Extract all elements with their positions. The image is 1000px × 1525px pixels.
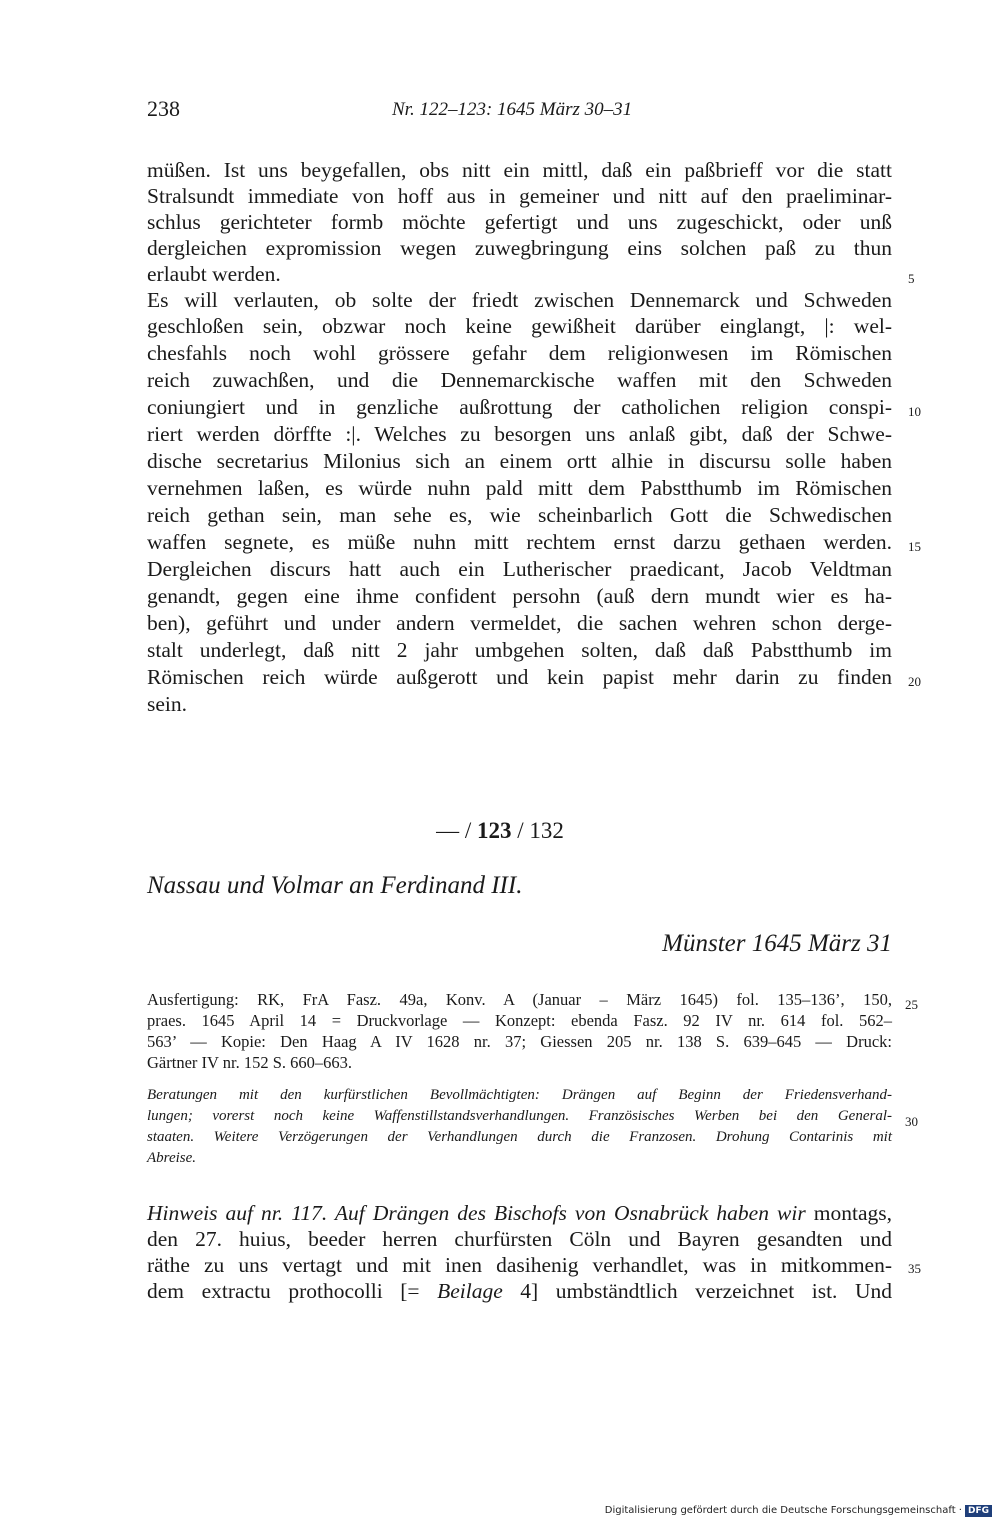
line-number: 30 [905,1114,918,1129]
line-number: 5 [908,271,915,286]
text-line [147,1278,892,1304]
source-line: Ausfertigung: RK, FrA Fasz. 49a, Konv. A (Januar – März 1645) fol. 135–136’, 150, [147,990,892,1009]
source-line: praes. 1645 April 14 = Druckvorlage — Konzept: ebenda Fasz. 92 IV nr. 614 fol. 562– [147,1011,892,1030]
footer-text: Digitalisierung gefördert durch die Deutsche Forschungsgemeinschaft · [604,1505,962,1516]
regest-line: lungen; vorerst noch keine Waffenstillstandsverhandlungen. Französisches Werben bei den General- [147,1108,892,1124]
text-line: riert werden dörffte :|. Welches zu besorgen uns anlaß gibt, daß der Schwe- [147,422,892,446]
text-line: Römischen reich würde außgerott und kein papist mehr darin zu finden [147,665,892,689]
text-line: ben), geführt und under andern vermeldet, die sachen wehren schon derge- [147,611,892,635]
source-line: 563’ — Kopie: Den Haag A IV 1628 nr. 37; Giessen 205 nr. 138 S. 639–645 — Druck: [147,1032,892,1051]
text-line: dergleichen expromission wegen zuwegbringung eins solchen paß zu thun [147,236,892,260]
text-line: Es will verlauten, ob solte der friedt zwischen Dennemarck und Schweden [147,288,892,312]
dfg-logo: DFG [965,1505,992,1517]
line-number: 25 [905,997,918,1012]
text-line: reich zuwachßen, und die Dennemarckische waffen mit den Schweden [147,368,892,392]
text-line: geschloßen sein, obzwar noch keine gewißheit darüber einglangt, |: wel- [147,314,892,338]
text-run: 4] umbständtlich verzeichnet ist. Und [502,1279,892,1303]
text-italic: Beilage [437,1279,503,1303]
text-line [147,1200,892,1226]
text-line: sein. [147,692,188,716]
text-line: schlus gerichteter formb möchte gefertigt und uns zugeschickt, oder unß [147,210,892,234]
line-number: 20 [908,674,921,689]
doc-number-prefix: — / [436,818,472,843]
text-line: dische secretarius Milonius sich an einem ortt alhie in discursu solle haben [147,449,892,473]
text-line: erlaubt werden. [147,262,281,286]
text-line: reich gethan sein, man sehe es, wie scheinbarlich Gott die Schwedischen [147,503,892,527]
line-number: 10 [908,404,921,419]
regest-line: staaten. Weitere Verzögerungen der Verhandlungen durch die Franzosen. Drohung Contarinis mit [147,1129,892,1145]
text-line: chesfahls noch wohl grössere gefahr dem religionwesen im Römischen [147,341,892,365]
text-line: genandt, gegen eine ihme confident persohn (auß dern mundt wier es ha- [147,584,892,608]
doc-number-suffix: / 132 [517,818,564,843]
page-number: 238 [147,96,180,121]
line-number: 15 [908,539,921,554]
text-run: montags, [805,1201,893,1225]
text-line: vernehmen laßen, es würde nuhn pald mitt dem Pabstthumb im Römischen [147,476,892,500]
text-italic: Hinweis auf nr. 117. Auf Drängen des Bischofs von Osnabrück haben wir [147,1201,806,1225]
text-line: waffen segnete, es müße nuhn mitt rechtem ernst darzu gethaen werden. [147,530,892,554]
text-line: coniungiert und in genzliche außrottung der catholichen religion conspi- [147,395,892,419]
regest-line: Beratungen mit den kurfürstlichen Bevollmächtigten: Drängen auf Beginn der Friedensverhand- [147,1087,892,1103]
text-line: Stralsundt immediate von hoff aus in gemeiner und nitt auf den praeliminar- [147,184,892,208]
regest-line: Abreise. [147,1150,197,1166]
source-line: Gärtner IV nr. 152 S. 660–663. [147,1053,353,1072]
text-line: müßen. Ist uns beygefallen, obs nitt ein mittl, daß ein paßbrieff vor die statt [147,158,892,182]
document-number [0,818,1000,844]
line-number: 35 [908,1261,921,1276]
document-address: Nassau und Volmar an Ferdinand III. [147,872,523,899]
text-line: räthe zu uns vertagt und mit inen dasihenig verhandlet, was in mitkommen- [147,1253,892,1277]
text-run: dem extractu prothocolli [= [147,1279,438,1303]
text-line: den 27. huius, beeder herren churfürsten Cöln und Bayren gesandten und [147,1227,892,1251]
footer-credit [605,1505,992,1517]
running-title: Nr. 122–123: 1645 März 30–31 [392,99,633,120]
text-line: Dergleichen discurs hatt auch ein Lutherischer praedicant, Jacob Veldtman [147,557,892,581]
place-date: Münster 1645 März 31 [662,930,892,957]
text-line: stalt underlegt, daß nitt 2 jahr umbgehen solten, daß daß Pabstthumb im [147,638,892,662]
doc-number-main: 123 [477,818,512,843]
